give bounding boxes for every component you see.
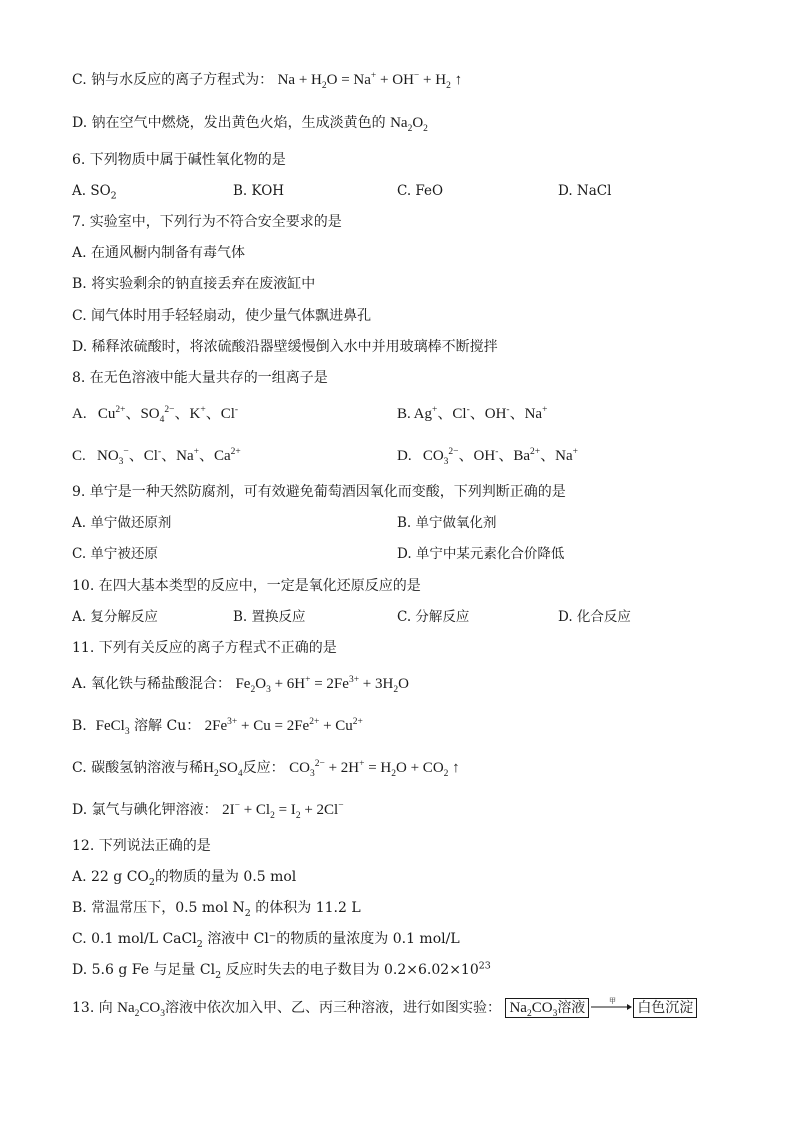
q5-option-c — [72, 70, 462, 90]
q10-option-b: B. 置换反应 — [233, 609, 306, 625]
q9-option-c: C. 单宁被还原 — [72, 546, 158, 562]
q5-option-c-equation: $Na + H_2O = Na^+ + OH^- + H_2$ ↑ — [277, 71, 463, 91]
q9-stem: 9. 单宁是一种天然防腐剂，可有效避免葡萄酒因氧化而变酸，下列判断正确的是 — [72, 484, 566, 500]
q12-option-b: B. 常温常压下，0.5 mol $N_2$ 的体积为 11.2 L — [72, 900, 361, 919]
q7-option-b: B. 将实验剩余的钠直接丢弃在废液缸中 — [72, 276, 316, 292]
q13-box-white-precipitate: 白色沉淀 — [633, 998, 697, 1018]
q6-option-d: D. NaCl — [558, 183, 612, 199]
q9-option-a: A. 单宁做还原剂 — [72, 515, 172, 531]
q5-option-d-formula: $Na_2O_2$ — [390, 115, 428, 134]
q7-option-d: D. 稀释浓硫酸时，将浓硫酸沿器壁缓慢倒入水中并用玻璃棒不断搅拌 — [72, 339, 498, 355]
q6-stem: 6. 下列物质中属于碱性氧化物的是 — [72, 152, 286, 168]
q10-stem: 10. 在四大基本类型的反应中，一定是氧化还原反应的是 — [72, 578, 421, 594]
q13-arrow-label: 甲 — [609, 997, 617, 1005]
q10-option-c: C. 分解反应 — [397, 609, 470, 625]
q11-option-d: D. 氯气与碘化钾溶液： $2I^- + Cl_2 = I_2 + 2Cl^-$ — [72, 801, 344, 821]
q10-option-d: D. 化合反应 — [558, 609, 631, 625]
q10-option-a: A. 复分解反应 — [72, 609, 158, 625]
q7-stem: 7. 实验室中，下列行为不符合安全要求的是 — [72, 214, 342, 230]
q12-option-a: A. 22 g $CO_2$的物质的量为 0.5 mol — [72, 869, 297, 888]
q13-stem: 13. 向 $Na_2CO_3$溶液中依次加入甲、乙、丙三种溶液，进行如图实验： $Na_2CO_3$溶液 甲 白色沉淀 — [72, 997, 697, 1019]
q11-option-c: C. 碳酸氢钠溶液与稀$H_2SO_4$反应： $CO_3^{2-} + 2H^+ = H_2O + CO_2$ ↑ — [72, 759, 460, 779]
q9-option-d: D. 单宁中某元素化合价降低 — [397, 546, 565, 562]
q12-option-c: C. 0.1 mol/L CaCl$_2$ 溶液中 Cl⁻的物质的量浓度为 0.1 mol/L — [72, 931, 460, 950]
q7-option-c: C. 闻气体时用手轻轻扇动，使少量气体飘进鼻孔 — [72, 308, 372, 324]
q8-stem: 8. 在无色溶液中能大量共存的一组离子是 — [72, 370, 328, 386]
q13-box-na2co3: $Na_2CO_3$溶液 — [505, 998, 589, 1018]
q5-option-d-text: D. 钠在空气中燃烧，发出黄色火焰，生成淡黄色的 — [72, 115, 386, 131]
right-arrow-icon — [589, 997, 633, 1019]
q11-stem: 11. 下列有关反应的离子方程式不正确的是 — [72, 640, 337, 656]
q8-option-b: B. Ag+、Cl-、OH-、Na+ — [397, 405, 548, 422]
q8-option-c: C. $NO_3^-$、Cl-、Na+、$Ca^{2+}$ — [72, 447, 241, 467]
q8-option-a: A. $Cu^{2+}$、$SO_4^{2-}$、K+、Cl- — [72, 405, 239, 425]
q5-option-d — [72, 113, 428, 133]
q5-option-c-text: C. 钠与水反应的离子方程式为： — [72, 72, 274, 88]
q6-option-a: A. $SO_2$ — [72, 183, 117, 202]
q11-option-b: B. FeCl$_3$ 溶解 Cu： $2Fe^{3+} + Cu = 2Fe^{2+} + Cu^{2+}$ — [72, 717, 363, 737]
q6-option-b: B. KOH — [233, 183, 285, 199]
q12-option-d: D. 5.6 g Fe 与足量 $Cl_2$ 反应时失去的电子数目为 $0.2\times 6.02\times 10^{23}$ — [72, 960, 491, 981]
q6-option-c: C. FeO — [397, 183, 444, 199]
q12-stem: 12. 下列说法正确的是 — [72, 838, 211, 854]
q8-option-d: D. $CO_3^{2-}$、OH-、$Ba^{2+}$、Na+ — [397, 447, 579, 467]
q11-option-a: A. 氧化铁与稀盐酸混合： $Fe_2O_3 + 6H^+ = 2Fe^{3+} + 3H_2O$ — [72, 675, 409, 695]
q9-option-b: B. 单宁做氧化剂 — [397, 515, 497, 531]
q7-option-a: A. 在通风橱内制备有毒气体 — [72, 245, 246, 261]
